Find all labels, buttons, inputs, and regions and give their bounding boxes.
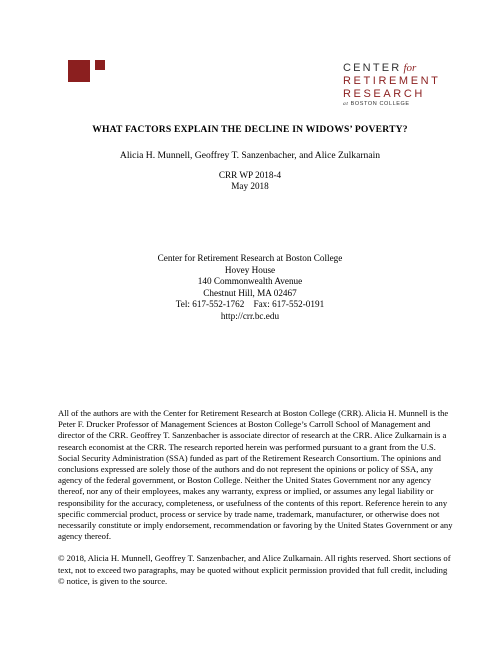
logo-research-text: RESEARCH <box>343 88 425 100</box>
working-paper-date: May 2018 <box>231 181 269 191</box>
logo-for-text: for <box>403 62 417 74</box>
address-org: Center for Retirement Research at Boston College <box>157 253 343 263</box>
address-block <box>0 253 500 322</box>
working-paper-number: CRR WP 2018-4 <box>218 170 282 180</box>
logo-center-text: CENTER <box>343 62 402 74</box>
address-city: Chestnut Hill, MA 02467 <box>203 287 297 298</box>
logo-retirement-text: RETIREMENT <box>343 75 441 87</box>
address-phone: Tel: 617-552-1762 Fax: 617-552-0191 <box>175 299 325 309</box>
paper-authors: Alicia H. Munnell, Geoffrey T. Sanzenbacher, and Alice Zulkarnain <box>119 150 381 161</box>
address-street: 140 Commonwealth Avenue <box>197 276 303 286</box>
address-url: http://crr.bc.edu <box>220 310 280 321</box>
copyright-paragraph: © 2018, Alicia H. Munnell, Geoffrey T. Sanzenbacher, and Alice Zulkarnain. All rights reserved. Short sections of text, not to exceed two paragraphs, may be quoted without explicit permission provided that full credit, including © notice, is given to the source. <box>58 553 451 586</box>
logo-at-text: at <box>343 101 349 107</box>
notes-section <box>58 408 454 598</box>
working-paper-info <box>0 170 500 192</box>
paper-title: WHAT FACTORS EXPLAIN THE DECLINE IN WIDOWS’ POVERTY? <box>92 124 408 135</box>
crr-logo <box>343 63 463 108</box>
logo-boston-college-text: BOSTON COLLEGE <box>350 101 410 107</box>
logo-square-large <box>68 60 90 82</box>
disclaimer-paragraph: All of the authors are with the Center for Retirement Research at Boston College (CRR). Alicia H. Munnell is the Peter F. Drucker Professor of Management Sciences at Boston College’s Carroll School of Management and director of the CRR. Geoffrey T. Sanzenbacher is associate director of research at the CRR. Alice Zulkarnain is a research economist at the CRR. The research reported herein was performed pursuant to a grant from the U.S. Social Security Administration (SSA) funded as part of the Retirement Research Consortium. The opinions and conclusions expressed are solely those of the authors and do not represent the opinions or policy of SSA, any agency of the federal government, or Boston College. Neither the United States Government nor any agency thereof, nor any of their employees, makes any warranty, express or implied, or assumes any legal liability or responsibility for the accuracy, completeness, or usefulness of the contents of this report. Reference herein to any specific commercial product, process or service by trade name, trademark, manufacturer, or otherwise does not necessarily constitute or imply endorsement, recommendation or favoring by the United States Government or any agency thereof. <box>58 408 453 542</box>
logo-square-small <box>95 60 105 70</box>
address-building: Hovey House <box>224 264 276 275</box>
logo-mark <box>68 60 108 82</box>
